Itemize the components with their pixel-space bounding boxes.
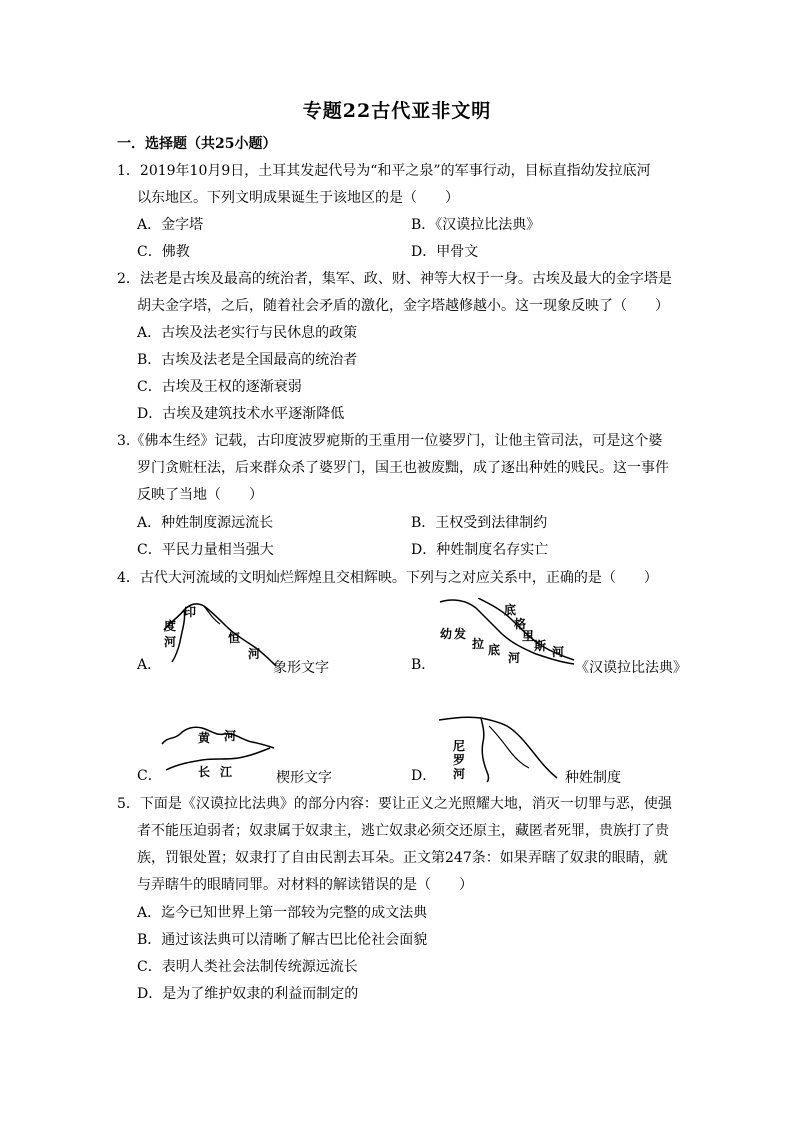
map-d-label-1: 尼: [453, 739, 466, 753]
q3-line-2: 罗门贪赃枉法，后来群众杀了婆罗门，国王也被废黜，成了逐出种姓的贱民。这一事件: [137, 460, 669, 476]
indus-ganges-map: [160, 600, 280, 670]
q2-option-a: A．古埃及法老实行与民休息的政策: [137, 325, 358, 341]
map-c-label-2: 河: [224, 729, 237, 743]
section-heading: 一．选择题（共25小题）: [117, 136, 277, 152]
tigris-euphrates-map: [438, 598, 578, 678]
map-a-label-2: 度: [164, 619, 177, 633]
map-b-label-6: 幼: [440, 627, 453, 641]
q3-line-1: 3.《佛本生经》记载，古印度波罗痆斯的王重用一位婆罗门，让他主管司法，可是这个婆: [117, 433, 663, 449]
q4-option-b-label: 《汉谟拉比法典》: [575, 660, 687, 676]
q5-line-2: 者不能压迫弱者；奴隶属于奴隶主，逃亡奴隶必须交还原主，藏匿者死罪，贵族打了贵: [137, 823, 669, 839]
q3-option-d: D．种姓制度名存实亡: [411, 542, 549, 558]
q5-option-c: C．表明人类社会法制传统源远流长: [137, 959, 358, 975]
map-c-label-4: 江: [220, 765, 233, 779]
q1-option-c: C．佛教: [137, 244, 190, 260]
q1-line-1: 1．2019年10月9日，土耳其发起代号为“和平之泉”的军事行动，目标直指幼发拉底河: [117, 163, 651, 179]
q4-option-d-label: 种姓制度: [565, 770, 621, 786]
q5-line-4: 与弄瞎牛的眼睛同罪。对材料的解读错误的是（ ）: [137, 877, 473, 893]
q2-line-1: 2．法老是古埃及最高的统治者，集军、政、财、神等大权于一身。古埃及最大的金字塔是: [117, 271, 672, 287]
q5-line-1: 5．下面是《汉谟拉比法典》的部分内容：要让正义之光照耀大地，消灭一切罪与恶，使强: [117, 796, 672, 812]
map-b-label-9: 底: [488, 643, 501, 657]
map-b-label-8: 拉: [472, 637, 485, 651]
q3-option-c: C．平民力量相当强大: [137, 542, 274, 558]
q4-option-a-label: 象形文字: [273, 660, 329, 676]
q1-option-d: D．甲骨文: [411, 244, 479, 260]
q5-option-d: D．是为了维护奴隶的利益而制定的: [137, 986, 359, 1002]
q5-line-3: 族，罚银处置；奴隶打了自由民割去耳朵。正文第247条：如果弄瞎了奴隶的眼睛，就: [137, 850, 668, 866]
map-a-label-4: 恒: [228, 631, 241, 645]
q4-line: 4．古代大河流域的文明灿烂辉煌且交相辉映。下列与之对应关系中，正确的是（ ）: [117, 570, 658, 586]
map-a-label-5: 河: [248, 647, 261, 661]
map-a-label-1: 印: [184, 605, 197, 619]
map-a-label-3: 河: [164, 635, 177, 649]
q5-option-a: A．迄今已知世界上第一部较为完整的成文法典: [137, 905, 428, 921]
map-d-label-2: 罗: [453, 753, 466, 767]
q2-option-c: C．古埃及王权的逐渐衰弱: [137, 379, 302, 395]
q4-option-b-letter: B．: [411, 657, 436, 673]
map-b-label-10: 河: [508, 651, 521, 665]
q4-option-c-label: 楔形文字: [276, 770, 332, 786]
map-b-label-1: 底: [504, 603, 517, 617]
map-b-label-2: 格: [514, 617, 527, 631]
map-b-label-4: 斯: [534, 639, 547, 653]
q2-line-2: 胡夫金字塔，之后，随着社会矛盾的激化，金字塔越修越小。这一现象反映了（ ）: [137, 298, 669, 314]
q4-option-c-letter: C．: [137, 768, 162, 784]
map-b-label-5: 河: [552, 645, 565, 659]
q2-option-b: B．古埃及法老是全国最高的统治者: [137, 352, 358, 368]
q3-option-b: B．王权受到法律制约: [411, 515, 548, 531]
q4-option-d-letter: D．: [411, 768, 437, 784]
page-title: 专题22古代亚非文明: [302, 100, 492, 122]
map-c-label-1: 黄: [198, 731, 211, 745]
q1-option-a: A．金字塔: [137, 217, 204, 233]
q4-option-a-letter: A．: [137, 657, 162, 673]
nile-map: [437, 712, 565, 784]
yellow-yangtze-map: [158, 718, 278, 780]
q5-option-b: B．通过该法典可以清晰了解古巴比伦社会面貌: [137, 932, 428, 948]
q2-option-d: D．古埃及建筑技术水平逐渐降低: [137, 406, 345, 422]
q3-option-a: A．种姓制度源远流长: [137, 515, 274, 531]
map-c-label-3: 长: [198, 765, 211, 779]
q3-line-3: 反映了当地（ ）: [137, 487, 263, 503]
map-d-label-3: 河: [453, 767, 466, 781]
map-b-label-3: 里: [522, 629, 535, 643]
q1-line-2: 以东地区。下列文明成果诞生于该地区的是（ ）: [137, 190, 459, 206]
q1-option-b: B．《汉谟拉比法典》: [411, 217, 541, 233]
map-b-label-7: 发: [454, 627, 467, 641]
